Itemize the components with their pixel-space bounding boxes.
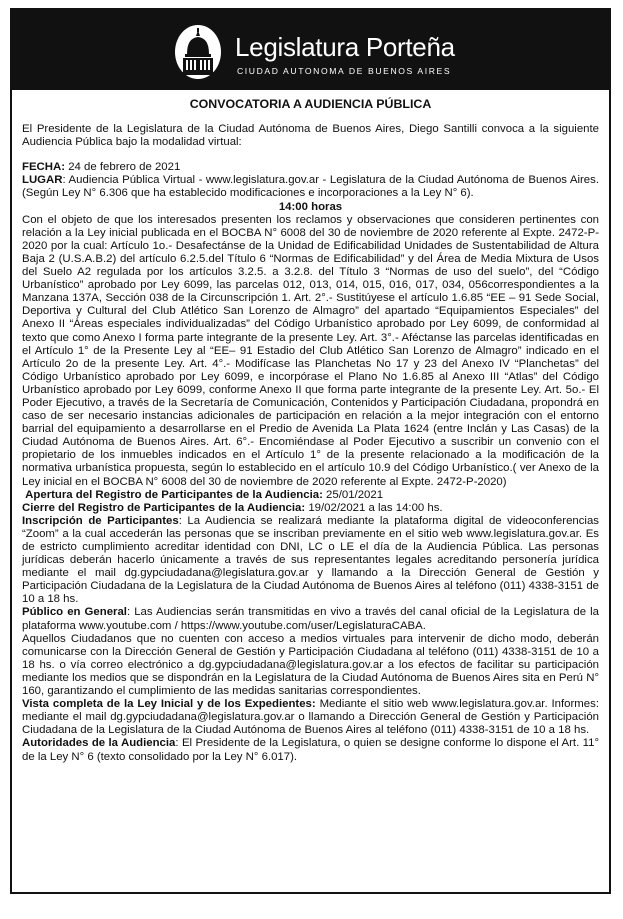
vista-paragraph: [22, 698, 599, 737]
apertura-value: 25/01/2021: [322, 488, 384, 501]
lugar-paragraph: [22, 174, 599, 200]
cierre-value: 19/02/2021 a las 14:00 hs.: [305, 501, 443, 514]
inscripcion-value: : La Audiencia se realizará mediante la plataforma digital de videoconferencias “Zoom” a la cual accederán las personas que se inscriban previamente en el sitio web www.legislatura.gov.ar. Es de estricto cumplimiento acreditar identidad con DNI, LC o LE el día de la Audiencia Pública. Las personas jurídicas deberán hacerlo únicamente a través de sus representantes legales acreditando personería jurídica mediante el mail dg.gypciudadana@legislatura.gov.ar y llamando a la Dirección General de Gestión y Participación Ciudadana de la Legislatura de la Ciudad Autónoma de Buenos Aires al teléfono (011) 4338-3151 de 10 a 18 hs.: [22, 514, 599, 606]
fecha-label: FECHA:: [22, 161, 66, 174]
aquellos-paragraph: Aquellos Ciudadanos que no cuenten con acceso a medios virtuales para intervenir de dicho modo, deberán comunicarse con la Dirección General de Gestión y Participación Ciudadana al teléfono (011) 4338-3151 de 10 a 18 hs. o vía correo electrónico a dg.gypciudadana@legislatura.gov.ar a los efectos de facilitar su participación mediante los medios que se dispondrán en la Legislatura de la Ciudad Autónoma de Buenos Aires sita en Perú N° 160, garantizando el cumplimiento de las medidas sanitarias correspondientes.: [22, 632, 599, 698]
publico-paragraph: [22, 606, 599, 632]
inscripcion-paragraph: [22, 515, 599, 607]
lugar-value: : Audiencia Pública Virtual - www.legislatura.gov.ar - Legislatura de la Ciudad Autónoma de Buenos Aires. (Según Ley N° 6.306 que ha establecido modificaciones e incorporaciones a la Ley N° 6).: [22, 174, 599, 200]
vista-label: Vista completa de la Ley Inicial y de los Expedientes:: [22, 698, 316, 711]
fecha-line: [22, 161, 599, 174]
brand-subtitle: CIUDAD AUTONOMA DE BUENOS AIRES: [237, 66, 452, 76]
publico-value: : Las Audiencias serán transmitidas en vivo a través del canal oficial de la Legislatura de la plataforma www.youtube.com / https://www.youtube.com/user/LegislaturaCABA.: [22, 606, 599, 632]
legislature-dome-icon: [174, 24, 222, 80]
intro-paragraph: El Presidente de la Legislatura de la Ciudad Autónoma de Buenos Aires, Diego Santilli convoca a la siguiente Audiencia Pública bajo la modalidad virtual:: [22, 123, 599, 149]
vista-value: Mediante el sitio web www.legislatura.gov.ar. Informes: mediante el mail dg.gypciudadana@legislatura.gov.ar o llamando a Dirección General de Gestión y Participación Ciudadana de la Legislatura de la Ciudad Autónoma de Buenos Aires al teléfono (011) 4338-3151 de 10 a 18 hs.: [22, 698, 599, 737]
notice-title: CONVOCATORIA A AUDIENCIA PÚBLICA: [189, 97, 432, 111]
hora-line: 14:00 horas: [278, 200, 343, 213]
apertura-line: [22, 489, 599, 502]
autoridades-label: Autoridades de la Audiencia: [22, 737, 176, 750]
fecha-value: 24 de febrero de 2021: [65, 161, 181, 174]
notice-frame: [10, 8, 611, 894]
cierre-line: [22, 502, 599, 515]
brand-name: Legislatura Porteña: [235, 32, 455, 62]
apertura-label: Apertura del Registro de Participantes de la Audiencia:: [25, 488, 323, 501]
publico-label: Público en General: [22, 606, 127, 619]
header-banner: [12, 10, 609, 90]
autoridades-paragraph: [22, 737, 599, 763]
cierre-label: Cierre del Registro de Participantes de la Audiencia:: [22, 501, 306, 514]
autoridades-value: : El Presidente de la Legislatura, o quien se designe conforme lo dispone el Art. 11° de la Ley N° 6 (texto consolidado por la Ley N° 6.017).: [22, 737, 599, 763]
inscripcion-label: Inscripción de Participantes: [22, 514, 179, 527]
objeto-paragraph: Con el objeto de que los interesados presenten los reclamos y observaciones que consideren pertinentes con relación a la Ley inicial publicada en el BOCBA N° 6008 del 30 de noviembre de 2020 referente al Expte. 2472-P-2020 por la cual: Artículo 1o.- Desafectánse de la Unidad de Edificabilidad Unidades de Sustentabilidad de Altura Baja 2 (U.S.A.B.2) del artículo 6.2.5.del Título 6 “Normas de Edificabilidad” y del Área de Media Mixtura de Usos del Suelo A2 regulada por los artículos 3.2.5. a 3.2.8. del Título 3 “Normas de uso del suelo”, del “Código Urbanístico” aprobado por Ley 6099, las parcelas 012, 013, 014, 015, 016, 017, 034, 056correspondientes a la Manzana 137A, Sección 038 de la Circunscripción 1. Art. 2°.- Sustitúyese el artículo 1.6.85 “EE – 91 Sede Social, Deportiva y Cultural del Club Atlético San Lorenzo de Almagro” del apartado “Equipamientos Especiales” del Anexo II “Áreas especiales individualizadas” del Código Urbanístico aprobado por Ley 6099, de conformidad al texto que como Anexo I forma parte integrante de la presente Ley. Art. 3°.- Aféctanse las parcelas identificadas en el Artículo 1° de la Presente Ley al “EE– 91 Estadio del Club Atlético San Lorenzo de Almagro” indicado en el Artículo 2o de la presente Ley. Art. 4°.- Modifícase las Planchetas No 17 y 23 del Anexo IV “Planchetas” del Código Urbanístico aprobado por Ley 6099, e incorpórase el Plano No 1.6.85 al Anexo III “Atlas” del Código Urbanístico aprobado por Ley 6099, conforme Anexo II que forma parte integrante de la presente Ley. Art. 5o.- El Poder Ejecutivo, a través de la Secretaría de Comunicación, Contenidos y Participación Ciudadana, propondrá en caso de ser necesario instancias adicionales de participación en relación a la mejor integración con el entorno barrial del equipamiento a desarrollarse en el Predio de Avenida La Plata 1624 (entre Inclán y Las Casas) de la Ciudad Autónoma de Buenos Aires. Art. 6°.- Encomiéndase al Poder Ejecutivo a suscribir un convenio con el propietario de los inmuebles indicados en el Artículo 1° de la presente relacionado a la modificación de la normativa urbanística propuesta, según lo establecido en el artículo 10.9 del Código Urbanístico.( ver Anexo de la Ley inicial en el BOCBA N° 6008 del 30 de noviembre de 2020 referente al Expte. 2472-P-2020): [22, 213, 599, 488]
lugar-label: LUGAR: [22, 174, 63, 187]
notice-body: [22, 94, 599, 764]
